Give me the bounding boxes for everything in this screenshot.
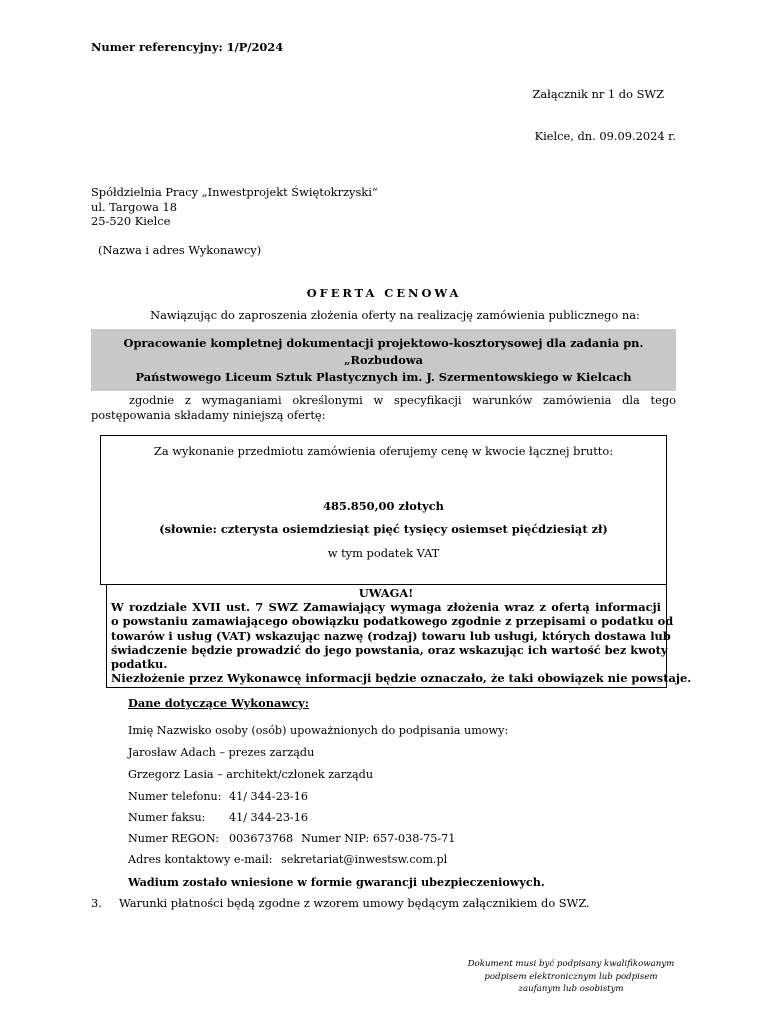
email-label: Adres kontaktowy e-mail: <box>128 853 273 866</box>
nip-value: 657-038-75-71 <box>372 832 456 845</box>
footnote-line-2: podpisem elektronicznym lub podpisem <box>484 971 658 982</box>
regon-label: Numer REGON: <box>128 832 219 845</box>
intro-text: Nawiązując do zaproszenia złożenia oferty na realizację zamówienia publicznego na: <box>150 308 640 322</box>
fax-label: Numer faksu: <box>128 811 206 824</box>
phone-row <box>128 790 308 803</box>
notice-line: świadczenie będzie prowadzić do jego powstania, oraz wskazując ich wartość bez kwoty <box>111 642 668 657</box>
notice-box <box>106 585 692 688</box>
notice-heading: UWAGA! <box>358 586 414 600</box>
fax-value: 41/ 344-23-16 <box>229 811 308 824</box>
notice-line: podatku. <box>111 657 168 672</box>
wadium-statement: Wadium zostało wniesione w formie gwarancji ubezpieczeniowych. <box>128 875 545 889</box>
subject-line-1: Opracowanie kompletnej dokumentacji projektowo-kosztorysowej dla zadania pn. „Rozbudowa <box>123 335 644 367</box>
price-intro: Za wykonanie przedmiotu zamówienia oferujemy cenę w kwocie łącznej brutto: <box>153 444 614 458</box>
fax-row <box>128 811 308 824</box>
reference-number: Numer referencyjny: 1/P/2024 <box>91 40 284 54</box>
phone-label: Numer telefonu: <box>128 790 222 803</box>
document-date: Kielce, dn. 09.09.2024 r. <box>534 129 676 143</box>
regon-nip-row <box>128 832 455 845</box>
signature-footnote <box>460 958 682 996</box>
notice-line: o powstaniu zamawiającego obowiązku podatkowego zgodnie z przepisami o podatku od <box>111 614 674 629</box>
email-row <box>128 853 447 866</box>
footnote-line-3: zaufanym lub osobistym <box>518 984 624 994</box>
compliance-paragraph: zgodnie z wymaganiami określonymi w specyfikacji warunków zamówienia dla tego postępowania składamy niniejszą ofertę: <box>91 393 676 422</box>
notice-line: W rozdziale XVII ust. 7 SWZ Zamawiający wymaga złożenia wraz z ofertą informacji <box>111 600 661 615</box>
contractor-address <box>91 185 378 229</box>
contractor-name: Spółdzielnia Pracy „Inwestprojekt Świętokrzyski“ <box>91 185 378 199</box>
email-value: sekretariat@inwestsw.com.pl <box>281 853 448 866</box>
contractor-city: 25-520 Kielce <box>91 214 171 228</box>
price-amount: 485.850,00 złotych <box>323 499 444 513</box>
attachment-label: Załącznik nr 1 do SWZ <box>532 87 664 101</box>
price-box <box>100 435 667 585</box>
point-3-text: Warunki płatności będą zgodne z wzorem umowy będącym załącznikiem do SWZ. <box>119 896 590 910</box>
regon-value: 003673768 <box>229 832 294 845</box>
notice-line: towarów i usług (VAT) wskazując nazwę (rodzaj) towaru lub usługi, których dostawa lub <box>111 628 671 643</box>
price-in-words: (słownie: czterysta osiemdziesiąt pięć tysięcy osiemset pięćdziesiąt zł) <box>159 522 608 536</box>
contractor-street: ul. Targowa 18 <box>91 199 177 214</box>
footnote-line-1: Dokument musi być podpisany kwalifikowanym <box>467 959 675 969</box>
notice-line: Niezłożenie przez Wykonawcę informacji będzie oznaczało, że taki obowiązek nie powstaje. <box>111 671 692 686</box>
document-title: OFERTA CENOWA <box>306 286 462 300</box>
authorized-label: Imię Nazwisko osoby (osób) upoważnionych do podpisania umowy: <box>128 724 509 737</box>
authorized-person-1: Jarosław Adach – prezes zarządu <box>128 746 315 759</box>
nip-label: Numer NIP: <box>301 832 370 845</box>
contractor-note: (Nazwa i adres Wykonawcy) <box>98 243 262 257</box>
phone-value: 41/ 344-23-16 <box>229 790 308 803</box>
authorized-person-2: Grzegorz Lasia – architekt/członek zarządu <box>128 768 374 781</box>
point-3-number: 3. <box>91 896 102 910</box>
subject-box <box>91 329 676 391</box>
point-3 <box>91 896 590 910</box>
subject-line-2: Państwowego Liceum Sztuk Plastycznych im. J. Szermentowskiego w Kielcach <box>135 369 632 384</box>
price-vat: w tym podatek VAT <box>327 546 440 560</box>
contractor-data-heading: Dane dotyczące Wykonawcy: <box>128 696 310 710</box>
